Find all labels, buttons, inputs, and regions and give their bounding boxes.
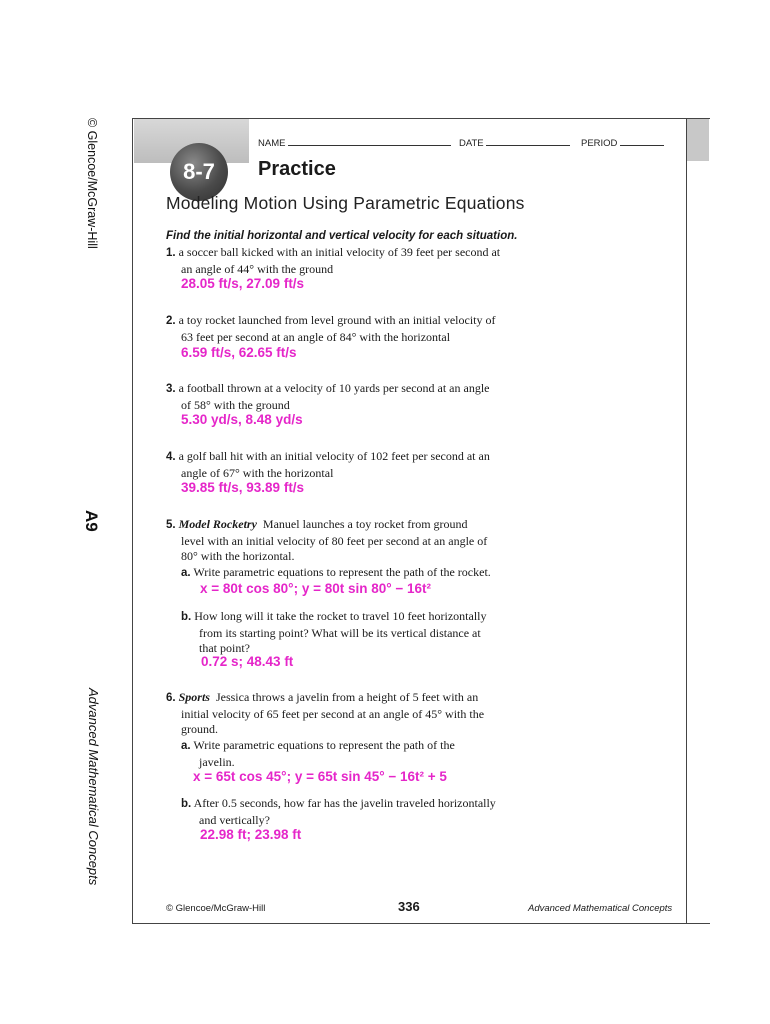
period-label: PERIOD — [581, 138, 618, 149]
problem-3 — [166, 381, 490, 413]
problem-text: level with an initial velocity of 80 feet per second at an angle of — [181, 533, 488, 548]
problem-text: Manuel launches a toy rocket from ground — [262, 517, 468, 531]
problem-text: 63 feet per second at an angle of 84° with the horizontal — [181, 329, 451, 344]
problem-text: 80° with the horizontal. — [181, 549, 295, 563]
problem-text: a football thrown at a velocity of 10 yards per second at an angle — [178, 381, 490, 395]
problem-6a — [181, 738, 455, 770]
problem-6b — [181, 796, 496, 828]
period-line — [620, 145, 664, 146]
instructions: Find the initial horizontal and vertical velocity for each situation. — [166, 230, 518, 242]
problem-6 — [166, 690, 484, 738]
problem-number: 2. — [166, 315, 176, 327]
part-text: Write parametric equations to represent the path of the rocket. — [193, 565, 491, 579]
problem-5 — [166, 517, 487, 565]
lesson-title: Modeling Motion Using Parametric Equations — [166, 193, 525, 213]
period-field[interactable] — [581, 138, 664, 149]
problem-text: of 58° with the ground — [181, 397, 290, 412]
problem-text: angle of 67° with the horizontal — [181, 465, 334, 480]
answer-6a: x = 65t cos 45°; y = 65t sin 45° − 16t² + 5 — [193, 769, 447, 784]
problem-text: a soccer ball kicked with an initial velocity of 39 feet per second at — [178, 245, 501, 259]
name-line — [288, 145, 451, 146]
name-label: NAME — [258, 138, 286, 149]
problem-number: 6. — [166, 692, 176, 704]
footer-page-number: 336 — [398, 899, 420, 914]
problem-topic: Sports — [178, 690, 210, 704]
problem-text: ground. — [181, 722, 218, 736]
problem-5b — [181, 609, 486, 657]
answer-6b: 22.98 ft; 23.98 ft — [200, 827, 302, 842]
frame-bottom-rule — [132, 923, 710, 924]
part-text: from its starting point? What will be its vertical distance at — [199, 625, 481, 640]
part-label: b. — [181, 798, 192, 810]
part-text: Write parametric equations to represent the path of the — [193, 738, 455, 752]
problem-number: 5. — [166, 519, 176, 531]
problem-number: 1. — [166, 247, 176, 259]
part-label: b. — [181, 611, 192, 623]
part-text: that point? — [199, 641, 250, 655]
answer-5a: x = 80t cos 80°; y = 80t sin 80° − 16t² — [200, 581, 432, 596]
problem-number: 3. — [166, 383, 176, 395]
date-field[interactable] — [459, 138, 570, 149]
answer-1: 28.05 ft/s, 27.09 ft/s — [181, 276, 305, 291]
section-heading: Practice — [258, 158, 336, 180]
side-copyright: © Glencoe/McGraw-Hill — [85, 118, 99, 249]
answer-5b: 0.72 s; 48.43 ft — [201, 654, 294, 669]
side-book-title: Advanced Mathematical Concepts — [86, 688, 101, 886]
problem-number: 4. — [166, 451, 176, 463]
part-label: a. — [181, 567, 191, 579]
problem-text: Jessica throws a javelin from a height of 5 feet with an — [215, 690, 479, 704]
answer-4: 39.85 ft/s, 93.89 ft/s — [181, 480, 305, 495]
footer-book-title: Advanced Mathematical Concepts — [528, 903, 673, 914]
frame-right-rule — [686, 118, 687, 924]
part-text: After 0.5 seconds, how far has the javelin traveled horizontally — [193, 796, 496, 810]
answer-3: 5.30 yd/s, 8.48 yd/s — [181, 412, 303, 427]
frame-top-rule — [132, 118, 710, 119]
part-text: javelin. — [199, 754, 235, 769]
problem-5a — [181, 565, 491, 582]
part-text: and vertically? — [199, 812, 270, 827]
lesson-number: 8-7 — [183, 159, 215, 184]
problem-topic: Model Rocketry — [178, 517, 257, 531]
date-line — [486, 145, 570, 146]
name-field[interactable] — [258, 138, 451, 149]
footer-copyright: © Glencoe/McGraw-Hill — [166, 903, 266, 914]
corner-band — [687, 119, 709, 161]
answer-2: 6.59 ft/s, 62.65 ft/s — [181, 345, 297, 360]
problem-text: initial velocity of 65 feet per second at an angle of 45° with the — [181, 706, 485, 721]
problem-text: a golf ball hit with an initial velocity of 102 feet per second at an — [178, 449, 490, 463]
side-page-code: A9 — [82, 510, 101, 532]
problem-1 — [166, 245, 500, 277]
problem-text: an angle of 44° with the ground — [181, 261, 334, 276]
part-label: a. — [181, 740, 191, 752]
part-text: How long will it take the rocket to travel 10 feet horizontally — [194, 609, 487, 623]
problem-text: a toy rocket launched from level ground with an initial velocity of — [178, 313, 496, 327]
date-label: DATE — [459, 138, 484, 149]
problem-2 — [166, 313, 496, 345]
frame-left-rule — [132, 118, 133, 924]
problem-4 — [166, 449, 490, 481]
